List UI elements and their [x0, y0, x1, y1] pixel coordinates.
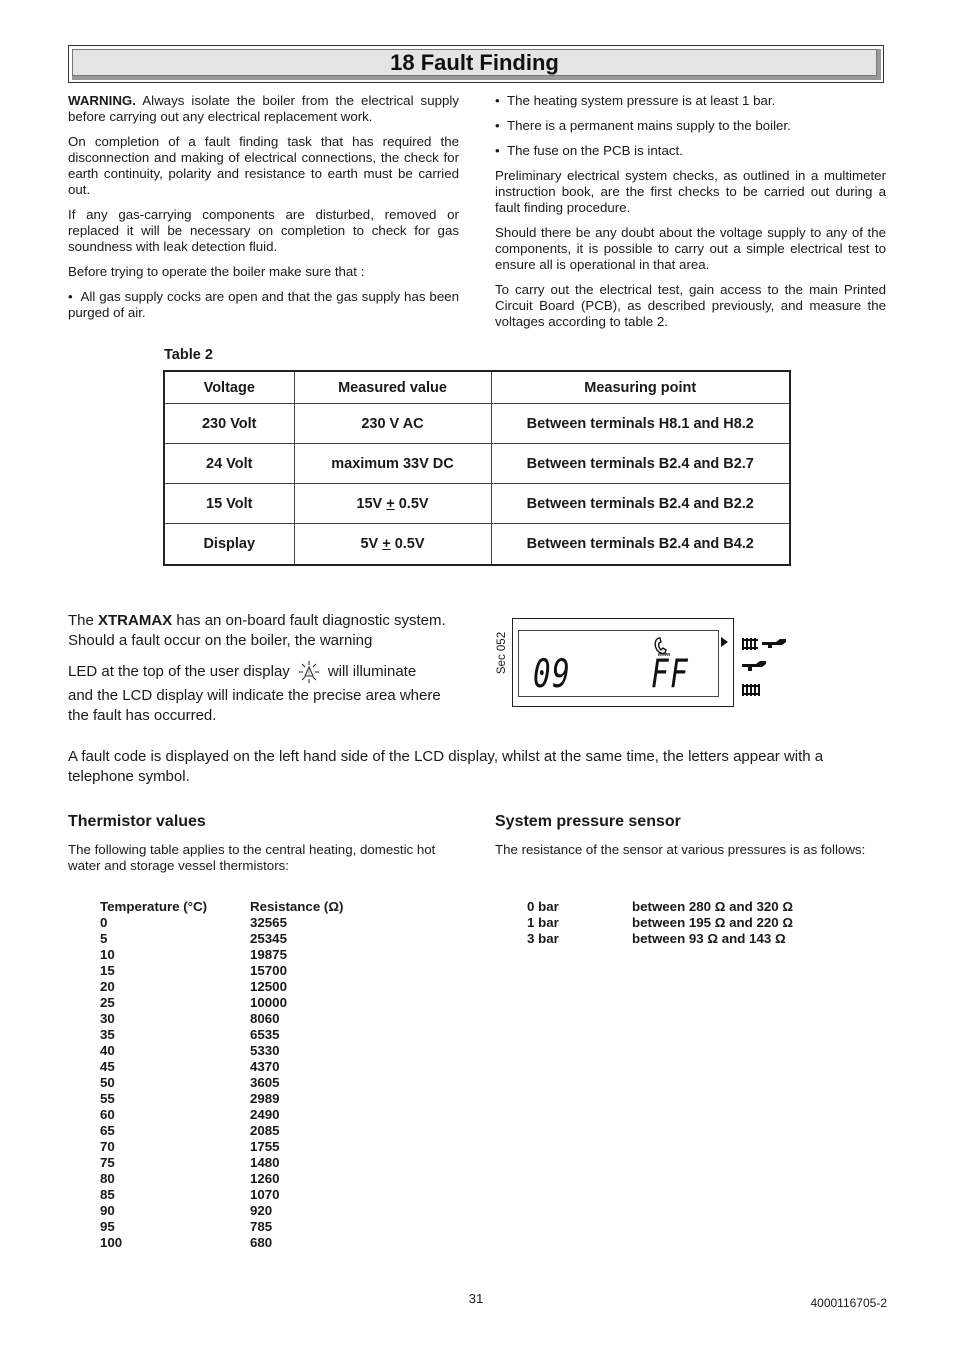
temperature-value: 35 [100, 1027, 115, 1042]
resistance-value: 4370 [250, 1059, 280, 1074]
table-row [100, 1203, 390, 1219]
resistance-value: 3605 [250, 1075, 280, 1090]
led-text: LED at the top of the user display [68, 663, 290, 681]
table-row [164, 524, 790, 565]
table-row [100, 1155, 390, 1171]
lcd-display [512, 618, 734, 707]
cell-voltage: 15 Volt [164, 484, 294, 524]
resistance-value: 2989 [250, 1091, 280, 1106]
temperature-value: 65 [100, 1123, 115, 1138]
telephone-icon [652, 635, 674, 657]
table-row [100, 1219, 390, 1235]
temperature-value: 5 [100, 931, 108, 946]
thermistor-header-row [100, 899, 390, 915]
led-line [68, 660, 460, 684]
resistance-value: 2085 [250, 1123, 280, 1138]
radiator-icon [742, 682, 762, 698]
intro-text: The [68, 612, 99, 629]
gas-cock-bullet-text: All gas supply cocks are open and that the gas supply has been purged of air. [68, 289, 460, 320]
temperature-value: 20 [100, 979, 115, 994]
table-row [100, 1187, 390, 1203]
temperature-value: 40 [100, 1043, 115, 1058]
check-bullet-text: There is a permanent mains supply to the boiler. [507, 118, 791, 133]
table-header-row [164, 371, 790, 404]
resistance-value: 8060 [250, 1011, 280, 1026]
table-row [164, 444, 790, 484]
pressure-intro: The resistance of the sensor at various pressures is as follows: [495, 842, 866, 857]
temperature-value: 100 [100, 1235, 123, 1250]
title-shadow [72, 76, 881, 80]
temperature-value: 70 [100, 1139, 115, 1154]
intro-text: has an on-board fault diagnostic system. Should a fault occur on the boiler, the warning [68, 612, 446, 649]
table-row [100, 1043, 390, 1059]
resistance-value: 920 [250, 1203, 273, 1218]
thermistor-intro: The following table applies to the central heating, domestic hot water and storage vessel thermistors: [68, 842, 436, 873]
pressure-table [527, 899, 827, 947]
warning-text: Always isolate the boiler from the electrical supply before carrying out any electrical replacement work. [68, 93, 459, 124]
table-caption: Table 2 [164, 347, 213, 363]
check-bullet: • The heating system pressure is at least 1 bar. [495, 93, 776, 108]
resistance-value: 32565 [250, 915, 287, 930]
temperature-value: 25 [100, 995, 115, 1010]
value-part: 15V [356, 495, 387, 512]
plus-minus-sign: + [382, 536, 391, 553]
warning-paragraph [68, 93, 459, 125]
lcd-paragraph: and the LCD display will indicate the precise area where the fault has occurred. [68, 687, 441, 724]
temperature-value: 0 [100, 915, 108, 930]
table-row [100, 963, 390, 979]
temperature-value: 45 [100, 1059, 115, 1074]
cell-voltage: Display [164, 524, 294, 565]
cell-value: maximum 33V DC [294, 444, 491, 484]
table-row [100, 1059, 390, 1075]
cell-point: Between terminals H8.1 and H8.2 [491, 404, 790, 444]
temperature-value: 85 [100, 1187, 115, 1202]
table-row [100, 915, 390, 931]
temperature-value: 90 [100, 1203, 115, 1218]
plus-minus-sign: + [386, 495, 395, 512]
temperature-value: 95 [100, 1219, 115, 1234]
fault-code: 09 [533, 652, 572, 697]
lcd-screen [518, 630, 719, 697]
resistance-value: 1480 [250, 1155, 280, 1170]
cell-value [294, 484, 491, 524]
check-bullet: • The fuse on the PCB is intact. [495, 143, 683, 158]
resistance-value: 1260 [250, 1171, 280, 1186]
tap-icon [742, 660, 768, 674]
table-row [100, 1139, 390, 1155]
table-row [100, 1123, 390, 1139]
resistance-value: 1755 [250, 1139, 280, 1154]
resistance-header: Resistance (Ω) [250, 899, 344, 914]
temperature-value: 60 [100, 1107, 115, 1122]
table-row [100, 1027, 390, 1043]
radiator-tap-icon [742, 636, 788, 652]
value-part: 0.5V [394, 495, 429, 512]
resistance-value: 2490 [250, 1107, 280, 1122]
resistance-range: between 93 Ω and 143 Ω [632, 931, 786, 946]
left-column [68, 93, 459, 330]
table-row [100, 1235, 390, 1251]
brand-name: XTRAMAX [98, 612, 173, 629]
table-row [100, 979, 390, 995]
pressure-value: 0 bar [527, 899, 559, 914]
header-voltage: Voltage [164, 371, 294, 404]
cell-point: Between terminals B2.4 and B2.7 [491, 444, 790, 484]
doubt-paragraph: Should there be any doubt about the voltage supply to any of the components, it is possible to carry out a simple electrical test to ensure all is operational in that area. [495, 225, 886, 272]
table-row [100, 1107, 390, 1123]
completion-paragraph: On completion of a fault finding task that has required the disconnection and making of electrical connections, the check for earth continuity, polarity and resistance to earth must be carried out. [68, 134, 459, 197]
resistance-value: 19875 [250, 947, 287, 962]
table-row [100, 1075, 390, 1091]
figure-label: Sec 052 [496, 631, 508, 675]
cell-value [294, 524, 491, 565]
gas-cock-bullet: • All gas supply cocks are open and that the gas supply has been purged of air. [68, 289, 460, 320]
table-row [100, 1171, 390, 1187]
led-text: will illuminate [327, 663, 417, 681]
check-bullet-text: The fuse on the PCB is intact. [507, 143, 683, 158]
table-row [527, 931, 827, 947]
cell-point: Between terminals B2.4 and B2.2 [491, 484, 790, 524]
temperature-value: 15 [100, 963, 115, 978]
title-panel [72, 49, 877, 76]
xtramax-intro [68, 611, 460, 650]
resistance-value: 12500 [250, 979, 287, 994]
table-row [100, 1011, 390, 1027]
resistance-value: 6535 [250, 1027, 280, 1042]
resistance-value: 15700 [250, 963, 287, 978]
resistance-value: 5330 [250, 1043, 280, 1058]
resistance-value: 10000 [250, 995, 287, 1010]
table-row [100, 1091, 390, 1107]
table-row [100, 995, 390, 1011]
section-title-banner [68, 45, 884, 83]
fault-letters: FF [651, 652, 690, 697]
temperature-value: 55 [100, 1091, 115, 1106]
cell-value: 230 V AC [294, 404, 491, 444]
pressure-heading: System pressure sensor [495, 813, 681, 830]
electrical-test-paragraph: To carry out the electrical test, gain access to the main Printed Circuit Board (PCB), as described previously, and measure the voltages according to table 2. [495, 282, 886, 329]
resistance-value: 785 [250, 1219, 273, 1234]
table-row [164, 404, 790, 444]
table-row [100, 931, 390, 947]
warning-label: WARNING. [68, 93, 136, 108]
table-row [100, 947, 390, 963]
temperature-value: 80 [100, 1171, 115, 1186]
gas-paragraph: If any gas-carrying components are disturbed, removed or replaced it will be necessary on completion to check for gas soundness with leak detection fluid. [68, 207, 459, 254]
resistance-value: 1070 [250, 1187, 280, 1202]
table-row [164, 484, 790, 524]
fault-code-paragraph: A fault code is displayed on the left hand side of the LCD display, whilst at the same time, the letters appear with a telephone symbol. [68, 748, 824, 785]
thermistor-heading: Thermistor values [68, 813, 206, 830]
value-part: 0.5V [390, 536, 425, 553]
pressure-value: 3 bar [527, 931, 559, 946]
prelim-paragraph: Preliminary electrical system checks, as outlined in a multimeter instruction book, are the first checks to be carried out during a fault finding procedure. [495, 168, 886, 215]
before-paragraph: Before trying to operate the boiler make sure that : [68, 264, 365, 279]
temperature-header: Temperature (°C) [100, 899, 208, 914]
resistance-range: between 195 Ω and 220 Ω [632, 915, 794, 930]
resistance-value: 680 [250, 1235, 273, 1250]
cell-point: Between terminals B2.4 and B4.2 [491, 524, 790, 565]
header-measuring-point: Measuring point [491, 371, 790, 404]
cell-voltage: 230 Volt [164, 404, 294, 444]
document-number: 4000116705-2 [810, 1296, 887, 1310]
resistance-value: 25345 [250, 931, 287, 946]
temperature-value: 75 [100, 1155, 115, 1170]
cell-voltage: 24 Volt [164, 444, 294, 484]
title-shadow [877, 49, 881, 79]
table-row [527, 915, 827, 931]
temperature-value: 30 [100, 1011, 115, 1026]
check-bullet: • There is a permanent mains supply to the boiler. [495, 118, 791, 133]
right-column [495, 93, 886, 339]
table-row [527, 899, 827, 915]
value-part: 5V [360, 536, 383, 553]
page-title: 18 Fault Finding [390, 49, 559, 75]
temperature-value: 50 [100, 1075, 115, 1090]
warning-led-icon [298, 660, 320, 684]
header-measured-value: Measured value [294, 371, 491, 404]
figure-label-box [494, 625, 510, 683]
check-bullet-text: The heating system pressure is at least 1 bar. [507, 93, 776, 108]
thermistor-rows [100, 915, 390, 1251]
page-number: 31 [468, 1291, 484, 1306]
svg-text:!: ! [307, 671, 310, 677]
temperature-value: 10 [100, 947, 115, 962]
thermistor-table [100, 899, 390, 1251]
pointer-arrow-icon [721, 637, 729, 647]
pressure-value: 1 bar [527, 915, 559, 930]
voltage-table [163, 370, 791, 566]
resistance-range: between 280 Ω and 320 Ω [632, 899, 794, 914]
